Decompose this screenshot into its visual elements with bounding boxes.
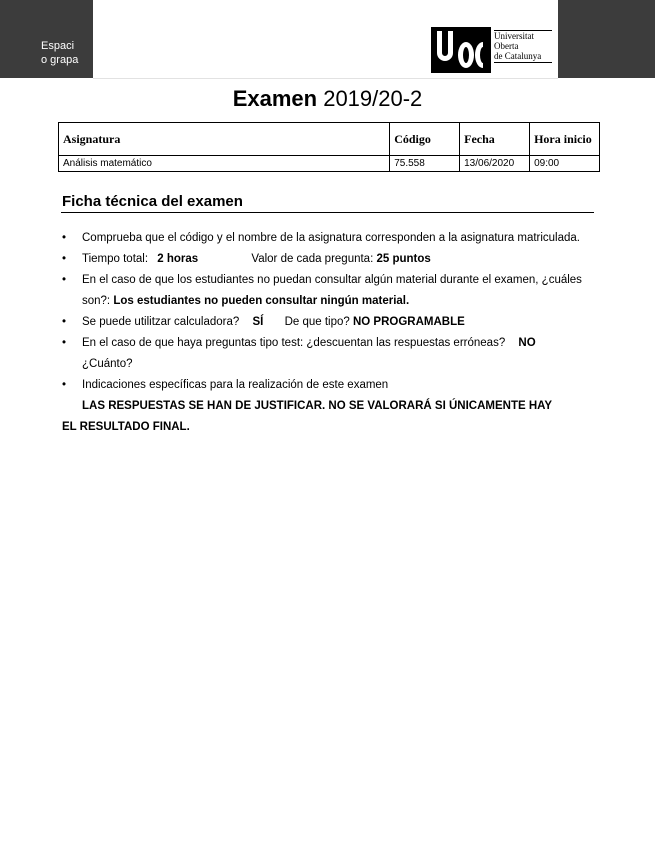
list-item [62,270,602,312]
list-item [62,312,602,333]
item-check-subject: Comprueba que el código y el nombre de la asignatura corresponden a la asignatura matriculada. [82,232,580,244]
exam-info-list [62,228,602,438]
bullet-icon: • [62,253,67,265]
bullet-icon: • [62,337,67,349]
page-title [0,86,655,112]
specific-instructions-label: Indicaciones específicas para la realización de este examen [82,379,389,391]
title-bold: Examen [232,86,318,111]
instructions-line-2: EL RESULTADO FINAL. [62,421,190,433]
cell-asignatura: Análisis matemático [59,156,390,172]
calculator-type-value: NO PROGRAMABLE [352,316,465,328]
cell-codigo: 75.558 [390,156,460,172]
uoc-logo [431,27,553,73]
total-time-value: 2 horas [157,253,199,265]
logo-text-2: Oberta [494,41,519,51]
calculator-type-label: De que tipo? [284,316,350,328]
materials-answer: Los estudiantes no pueden consultar ningún material. [113,295,410,307]
bullet-icon: • [62,232,67,244]
list-item [62,333,602,375]
section-divider [61,212,594,213]
instructions-line-1: LAS RESPUESTAS SE HAN DE JUSTIFICAR. NO SE VALORARÁ SI ÚNICAMENTE HAY [82,400,553,412]
uoc-logo-wordmark [494,29,552,63]
question-value-value: 25 puntos [376,253,431,265]
staple-area [0,0,93,78]
calculator-label: Se puede utilitzar calculadora? [82,316,240,328]
section-title: Ficha técnica del examen [62,193,243,210]
header-fecha: Fecha [460,123,530,156]
bullet-icon: • [62,274,67,286]
uoc-logo-mark-icon [431,27,491,73]
list-item [62,249,602,270]
table-header-row [59,123,600,156]
header-codigo: Código [390,123,460,156]
staple-label-2: o grapa [41,54,79,66]
bullet-icon: • [62,379,67,391]
test-question: En el caso de que haya preguntas tipo test: ¿descuentan las respuestas erróneas? [82,337,506,349]
title-rest: 2019/20-2 [317,86,423,111]
header-asignatura: Asignatura [59,123,390,156]
header-band-right [558,0,655,78]
bullet-icon: • [62,316,67,328]
header-divider [93,78,558,79]
exam-info-table [58,122,600,172]
materials-question: En el caso de que los estudiantes no puedan consultar algún material durante el examen, ¿cuáles son?: [82,274,582,307]
staple-label-1: Espaci [41,40,75,52]
cell-fecha: 13/06/2020 [460,156,530,172]
cell-hora: 09:00 [530,156,600,172]
table-row [59,156,600,172]
logo-text-3: de Catalunya [494,51,542,61]
list-item [62,375,602,396]
calculator-value: SÍ [252,316,264,328]
question-value-label: Valor de cada pregunta: [251,253,374,265]
test-how-much: ¿Cuánto? [82,358,133,370]
test-answer: NO [518,337,536,349]
logo-text-1: Universitat [494,31,534,41]
list-item [62,228,602,249]
header-hora-inicio: Hora inicio [530,123,600,156]
total-time-label: Tiempo total: [82,253,149,265]
